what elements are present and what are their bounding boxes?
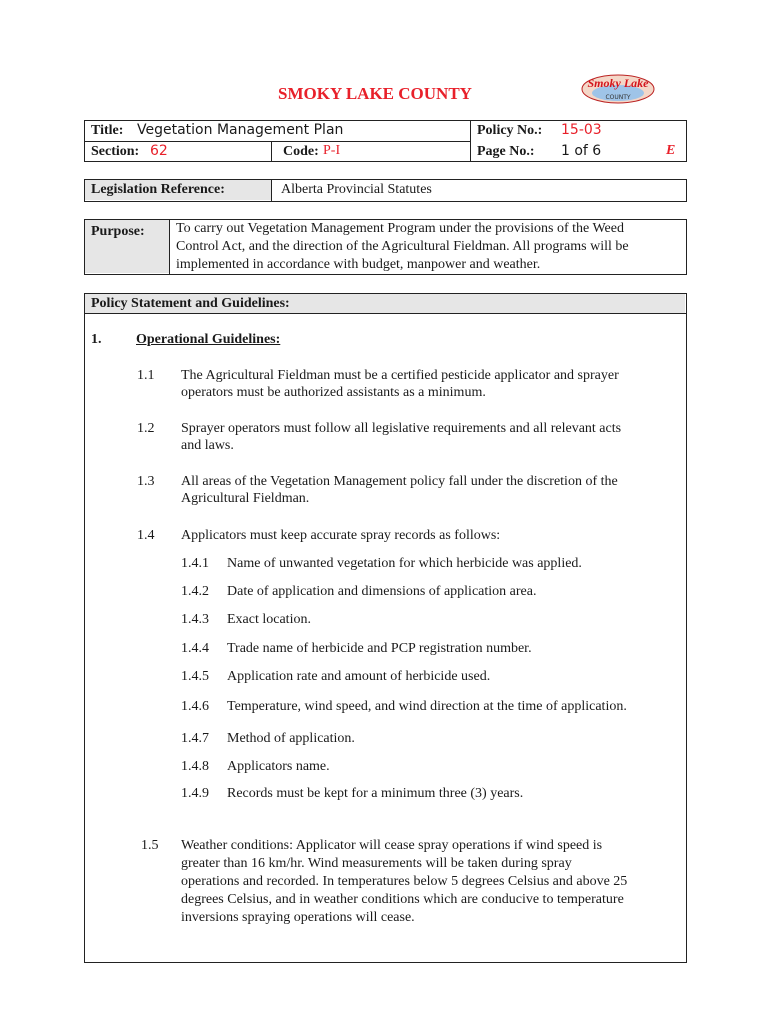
county-logo [580, 72, 656, 106]
item-line: degrees Celsius, and in weather conditions which are conducive to temperature [181, 892, 624, 907]
page-no-value: 1 of 6 [561, 143, 602, 159]
item-line: Weather conditions: Applicator will cease spray operations if wind speed is [181, 838, 603, 853]
subitem-number: 1.4.4 [181, 641, 209, 656]
policy-no-value: 15-03 [561, 122, 602, 138]
item-line: operators must be authorized assistants as a minimum. [181, 385, 486, 400]
item-number: 1.2 [137, 421, 155, 436]
item-line: Agricultural Fieldman. [181, 491, 310, 506]
purpose-line-3: implemented in accordance with budget, manpower and weather. [176, 257, 541, 272]
edition-mark: E [666, 143, 676, 158]
subitem-number: 1.4.1 [181, 556, 209, 571]
item-line: Applicators must keep accurate spray records as follows: [181, 528, 501, 543]
subitem-text: Temperature, wind speed, and wind direction at the time of application. [227, 699, 627, 714]
subitem-number: 1.4.6 [181, 699, 209, 714]
item-line: greater than 16 km/hr. Wind measurements will be taken during spray [181, 856, 572, 871]
item-number: 1.5 [141, 838, 159, 853]
subitem-number: 1.4.3 [181, 612, 209, 627]
legislation-value: Alberta Provincial Statutes [281, 182, 432, 197]
section-title: Operational Guidelines: [136, 332, 281, 347]
subitem-number: 1.4.7 [181, 731, 209, 746]
subitem-number: 1.4.8 [181, 759, 209, 774]
item-line: inversions spraying operations will cease. [181, 910, 415, 925]
subitem-text: Name of unwanted vegetation for which herbicide was applied. [227, 556, 582, 571]
county-title: SMOKY LAKE COUNTY [278, 84, 472, 103]
code-value: P-I [323, 143, 341, 158]
legislation-label: Legislation Reference: [91, 182, 225, 197]
purpose-line-1: To carry out Vegetation Management Program under the provisions of the Weed [176, 221, 624, 236]
subitem-number: 1.4.9 [181, 786, 209, 801]
policy-no-label: Policy No.: [477, 123, 543, 138]
item-number: 1.3 [137, 474, 155, 489]
section-value: 62 [150, 143, 168, 159]
subitem-text: Trade name of herbicide and PCP registration number. [227, 641, 532, 656]
item-line: and laws. [181, 438, 234, 453]
logo-text: Smoky Lake [587, 76, 649, 90]
item-number: 1.4 [137, 528, 155, 543]
item-line: All areas of the Vegetation Management policy fall under the discretion of the [181, 474, 618, 489]
subitem-text: Applicators name. [227, 759, 330, 774]
purpose-label: Purpose: [91, 224, 145, 239]
item-line: operations and recorded. In temperatures below 5 degrees Celsius and above 25 [181, 874, 628, 889]
policy-statement-heading: Policy Statement and Guidelines: [91, 296, 290, 311]
purpose-line-2: Control Act, and the direction of the Agricultural Fieldman. All programs will be [176, 239, 629, 254]
item-number: 1.1 [137, 368, 155, 383]
title-label: Title: [91, 123, 124, 138]
logo-subtext: COUNTY [605, 94, 631, 101]
title-value: Vegetation Management Plan [137, 122, 344, 138]
section-number: 1. [91, 332, 102, 347]
page-no-label: Page No.: [477, 144, 535, 159]
item-line: The Agricultural Fieldman must be a certified pesticide applicator and sprayer [181, 368, 619, 383]
subitem-text: Exact location. [227, 612, 311, 627]
subitem-number: 1.4.2 [181, 584, 209, 599]
subitem-text: Application rate and amount of herbicide used. [227, 669, 491, 684]
item-line: Sprayer operators must follow all legislative requirements and all relevant acts [181, 421, 622, 436]
subitem-number: 1.4.5 [181, 669, 209, 684]
subitem-text: Records must be kept for a minimum three (3) years. [227, 786, 524, 801]
section-label: Section: [91, 144, 140, 159]
code-label: Code: [283, 144, 319, 159]
subitem-text: Date of application and dimensions of application area. [227, 584, 537, 599]
subitem-text: Method of application. [227, 731, 355, 746]
